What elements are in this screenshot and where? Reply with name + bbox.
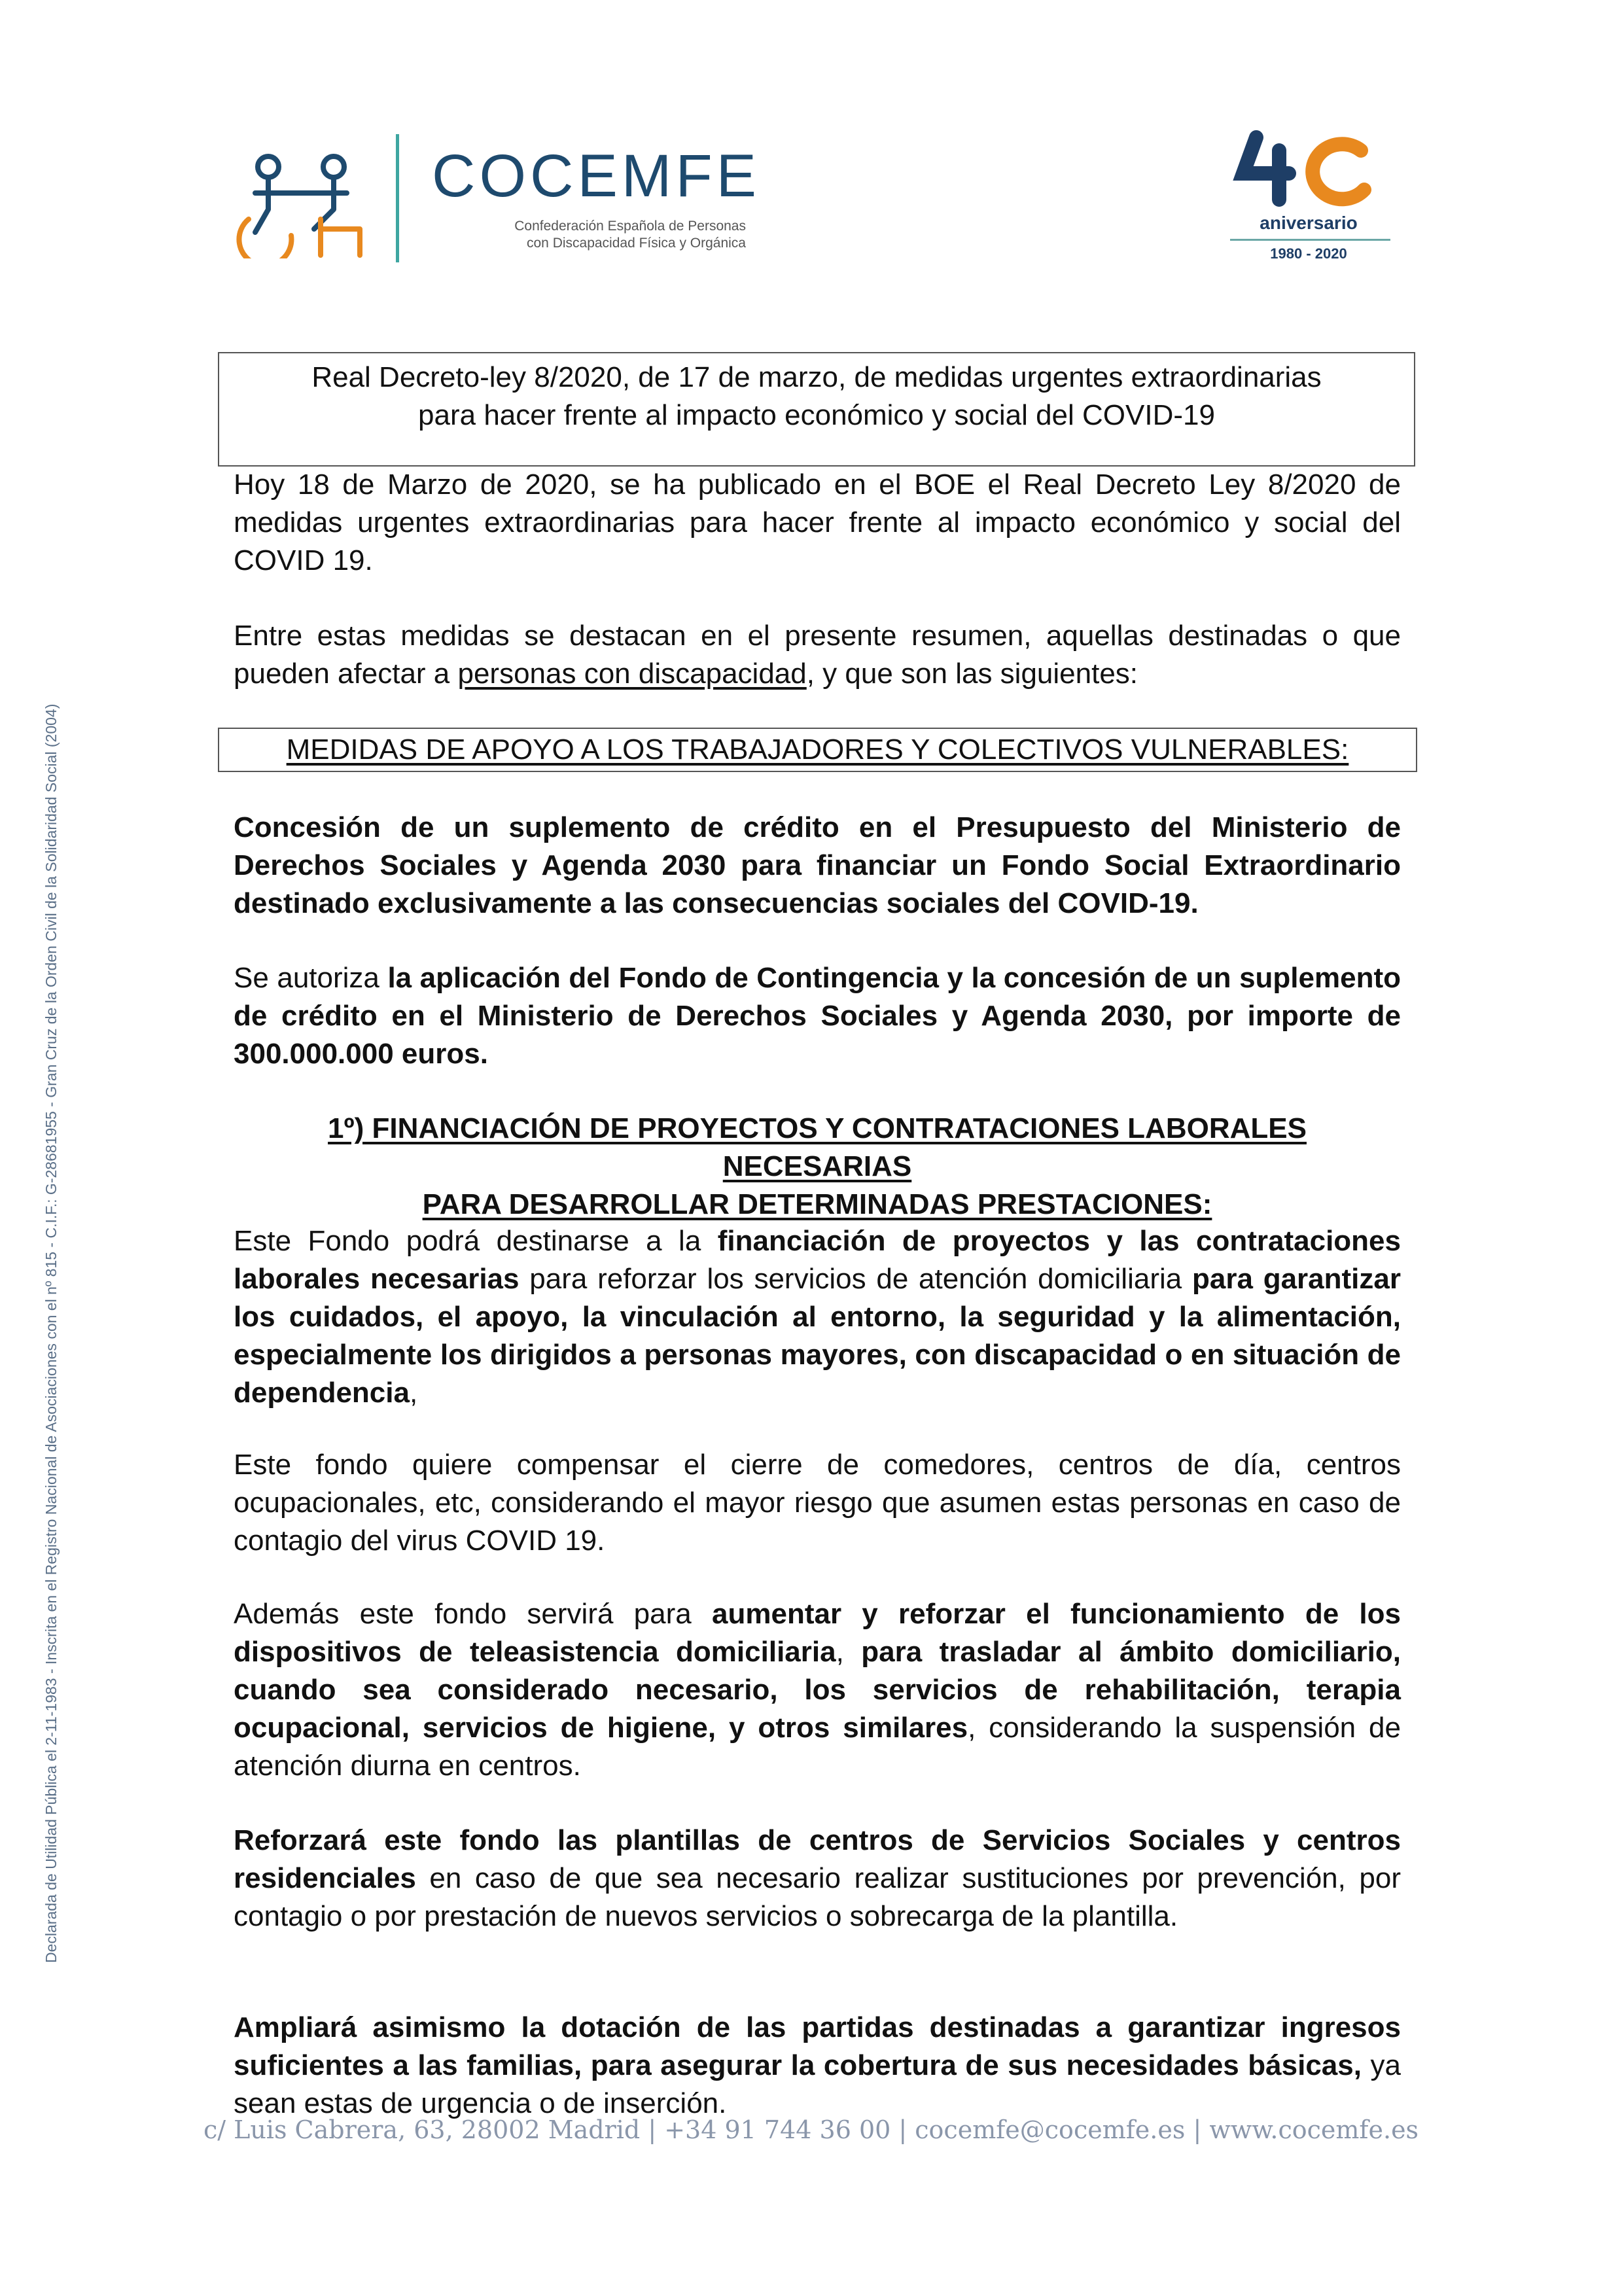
section-heading: MEDIDAS DE APOYO A LOS TRABAJADORES Y COLECTIVOS VULNERABLES: (286, 733, 1349, 766)
fund-p3-a: Además este fondo servirá para (234, 1598, 712, 1630)
title-line1: Real Decreto-ley 8/2020, de 17 de marzo, de medidas urgentes extraordinarias (311, 361, 1322, 393)
section-heading-box (218, 728, 1417, 772)
title-line2: para hacer frente al impacto económico y social del COVID-19 (418, 399, 1215, 431)
logo-divider (396, 134, 399, 262)
fund-p3-e: , considerando la suspensión de atención diurna en centros. (234, 1712, 1401, 1782)
anniversary-years: 1980 - 2020 (1270, 245, 1347, 262)
fund-p3-d: para trasladar al ámbito domiciliario, cuando sea considerado necesario, los servicios de rehabilitación, terapia ocupacional, servicios de higiene, y otros similares (234, 1636, 1402, 1744)
org-subtitle-line2: con Discapacidad Física y Orgánica (527, 236, 746, 251)
fund-p1-b: financiación de proyectos y las contrataciones laborales necesarias (234, 1225, 1401, 1295)
authorize-text-b: la aplicación del Fondo de Contingencia y la concesión de un suplemento de crédito en el Ministerio de Derechos Sociales y Agenda 2030, por importe de 300.000.000 euros. (234, 962, 1401, 1070)
fund-p1-d: para garantizar los cuidados, el apoyo, la vinculación al entorno, la seguridad y la alimentación, especialmente los dirigidos a personas mayores, con discapacidad o en situación de dependencia (234, 1263, 1401, 1409)
anniversary-word: aniversario (1260, 213, 1358, 233)
sub-heading (234, 1110, 1401, 1224)
org-subtitle-line1: Confederación Española de Personas (514, 219, 746, 234)
fund-paragraph-5 (234, 2009, 1401, 2123)
intro-text-c: , y que son las siguientes: (806, 658, 1138, 690)
fund-p5-a: Ampliará asimismo la dotación de las partidas destinadas a garantizar ingresos suficientes a las familias, para asegurar la cobertura de sus necesidades básicas, (234, 2011, 1401, 2081)
org-name: COCEMFE (432, 143, 760, 209)
fund-paragraph-4 (234, 1822, 1401, 1935)
fund-paragraph-2: Este fondo quiere compensar el cierre de comedores, centros de día, centros ocupacionales, etc, considerando el mayor riesgo que asumen estas personas en caso de contagio del virus COVID 19. (234, 1449, 1401, 1557)
fund-p1-e: , (409, 1377, 418, 1409)
intro-paragraph-1: Hoy 18 de Marzo de 2020, se ha publicado en el BOE el Real Decreto Ley 8/2020 de medidas urgentes extraordinarias para hacer frente al impacto económico y social del COVID 19. (234, 468, 1401, 576)
intro-text-a: Entre estas medidas se destacan en el presente resumen, aquellas destinadas o que pueden afectar a (234, 620, 1401, 690)
fund-p4-b: en caso de que sea necesario realizar sustituciones por prevención, por contagio o por prestación de nuevos servicios o sobrecarga de la plantilla. (234, 1862, 1401, 1932)
concession-paragraph: Concesión de un suplemento de crédito en el Presupuesto del Ministerio de Derechos Sociales y Agenda 2030 para financiar un Fondo Social Extraordinario destinado exclusivamente a las consecuencias sociales del COVID-19. (234, 811, 1401, 919)
sub-heading-line1: 1º) FINANCIACIÓN DE PROYECTOS Y CONTRATACIONES LABORALES NECESARIAS (328, 1112, 1307, 1182)
forty-logo-icon (1210, 124, 1407, 213)
anniversary-badge (1210, 124, 1407, 281)
authorize-text-a: Se autoriza (234, 962, 388, 994)
fund-p1-a: Este Fondo podrá destinarse a la (234, 1225, 718, 1257)
anniversary-divider (1230, 239, 1390, 241)
fund-p1-c: para reforzar los servicios de atención domiciliaria (519, 1263, 1192, 1295)
intro-highlight: personas con discapacidad (457, 658, 807, 690)
authorize-paragraph (234, 959, 1401, 1073)
fund-paragraph-3 (234, 1595, 1401, 1785)
sub-heading-line2: PARA DESARROLLAR DETERMINADAS PRESTACIONES: (422, 1188, 1212, 1220)
fund-p5-b: ya sean estas de urgencia o de inserción. (234, 2049, 1401, 2119)
fund-p4-a: Reforzará este fondo las plantillas de centros de Servicios Sociales y centros residenciales (234, 1824, 1401, 1894)
fund-paragraph-1 (234, 1222, 1401, 1412)
intro-paragraph-2 (234, 617, 1401, 693)
cocemfe-logo (236, 128, 760, 265)
side-legal-text: Declarada de Utilidad Pública el 2-11-1983 - Inscrita en el Registro Nacional de Asociaciones con el nº 815 - C.I.F.: G-28681955 - Gran Cruz de la Orden Civil de la Solidaridad Social (2004) (43, 703, 60, 1963)
fund-p3-b: aumentar y reforzar el funcionamiento de los dispositivos de teleasistencia domiciliaria (234, 1598, 1401, 1668)
title-box (218, 352, 1415, 467)
org-subtitle (471, 218, 746, 252)
people-figures-icon (236, 147, 366, 258)
footer-contact: c/ Luis Cabrera, 63, 28002 Madrid | +34 91 744 36 00 | cocemfe@cocemfe.es | www.cocemfe.es (203, 2115, 1419, 2144)
fund-p3-c: , (836, 1636, 862, 1668)
